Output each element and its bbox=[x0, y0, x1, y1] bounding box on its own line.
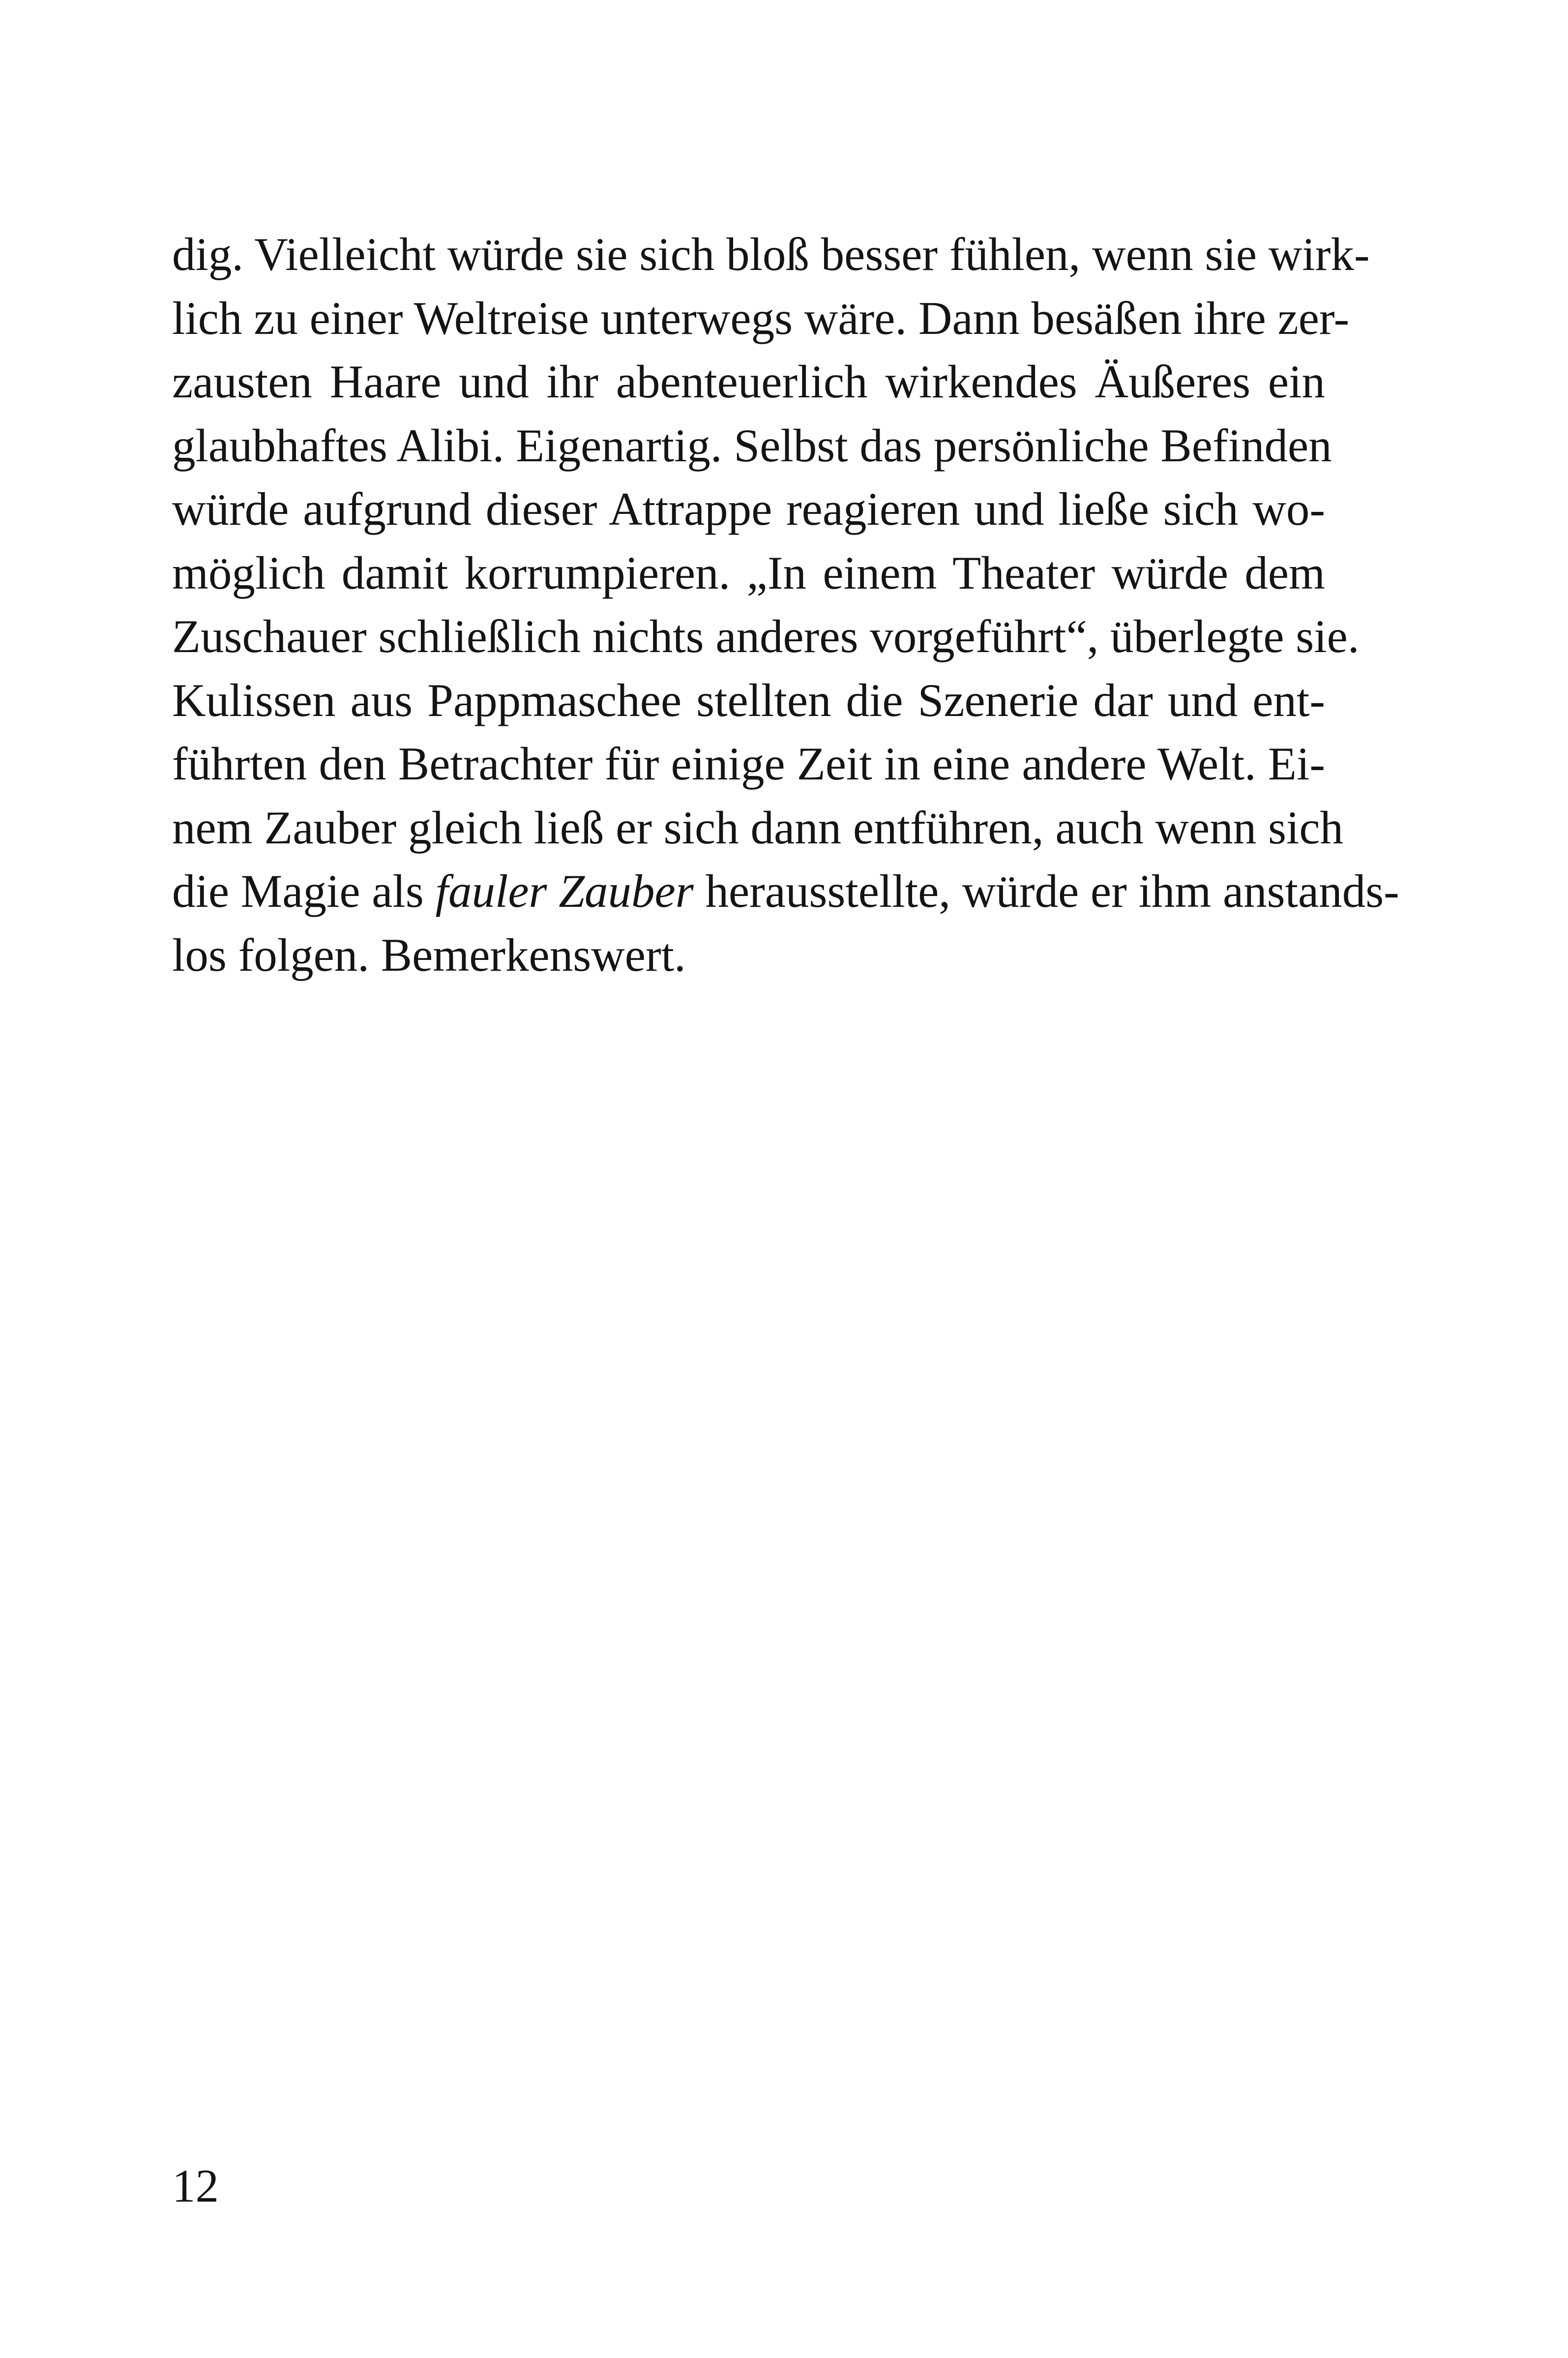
text-line: Zuschauer schließlich nichts anderes vorgeführt“, überlegte sie. bbox=[172, 610, 1360, 662]
text-line: würde aufgrund dieser Attrappe reagieren und ließe sich wo- bbox=[172, 483, 1325, 535]
text-line: zausten Haare und ihr abenteuerlich wirkendes Äußeres ein bbox=[172, 356, 1325, 408]
text-segment: herausstellte, würde er ihm anstands- bbox=[693, 865, 1399, 917]
page-number: 12 bbox=[172, 2160, 219, 2212]
text-line-with-italic bbox=[172, 860, 1399, 924]
body-text bbox=[172, 223, 1399, 987]
text-segment: die Magie als bbox=[172, 865, 436, 917]
text-line: führten den Betrachter für einige Zeit in eine andere Welt. Ei- bbox=[172, 738, 1325, 790]
text-line: Kulissen aus Pappmaschee stellten die Szenerie dar und ent- bbox=[172, 674, 1325, 726]
text-line: dig. Vielleicht würde sie sich bloß besser fühlen, wenn sie wirk- bbox=[172, 228, 1370, 280]
italic-phrase: fauler Zauber bbox=[435, 865, 694, 917]
text-line-last: los folgen. Bemerkenswert. bbox=[172, 928, 686, 981]
text-line: lich zu einer Weltreise unterwegs wäre. Dann besäßen ihre zer- bbox=[172, 292, 1350, 344]
text-line: möglich damit korrumpieren. „In einem Theater würde dem bbox=[172, 546, 1325, 599]
text-line: glaubhaftes Alibi. Eigenartig. Selbst das persönliche Befinden bbox=[172, 419, 1332, 472]
text-line: nem Zauber gleich ließ er sich dann entführen, auch wenn sich bbox=[172, 801, 1344, 854]
